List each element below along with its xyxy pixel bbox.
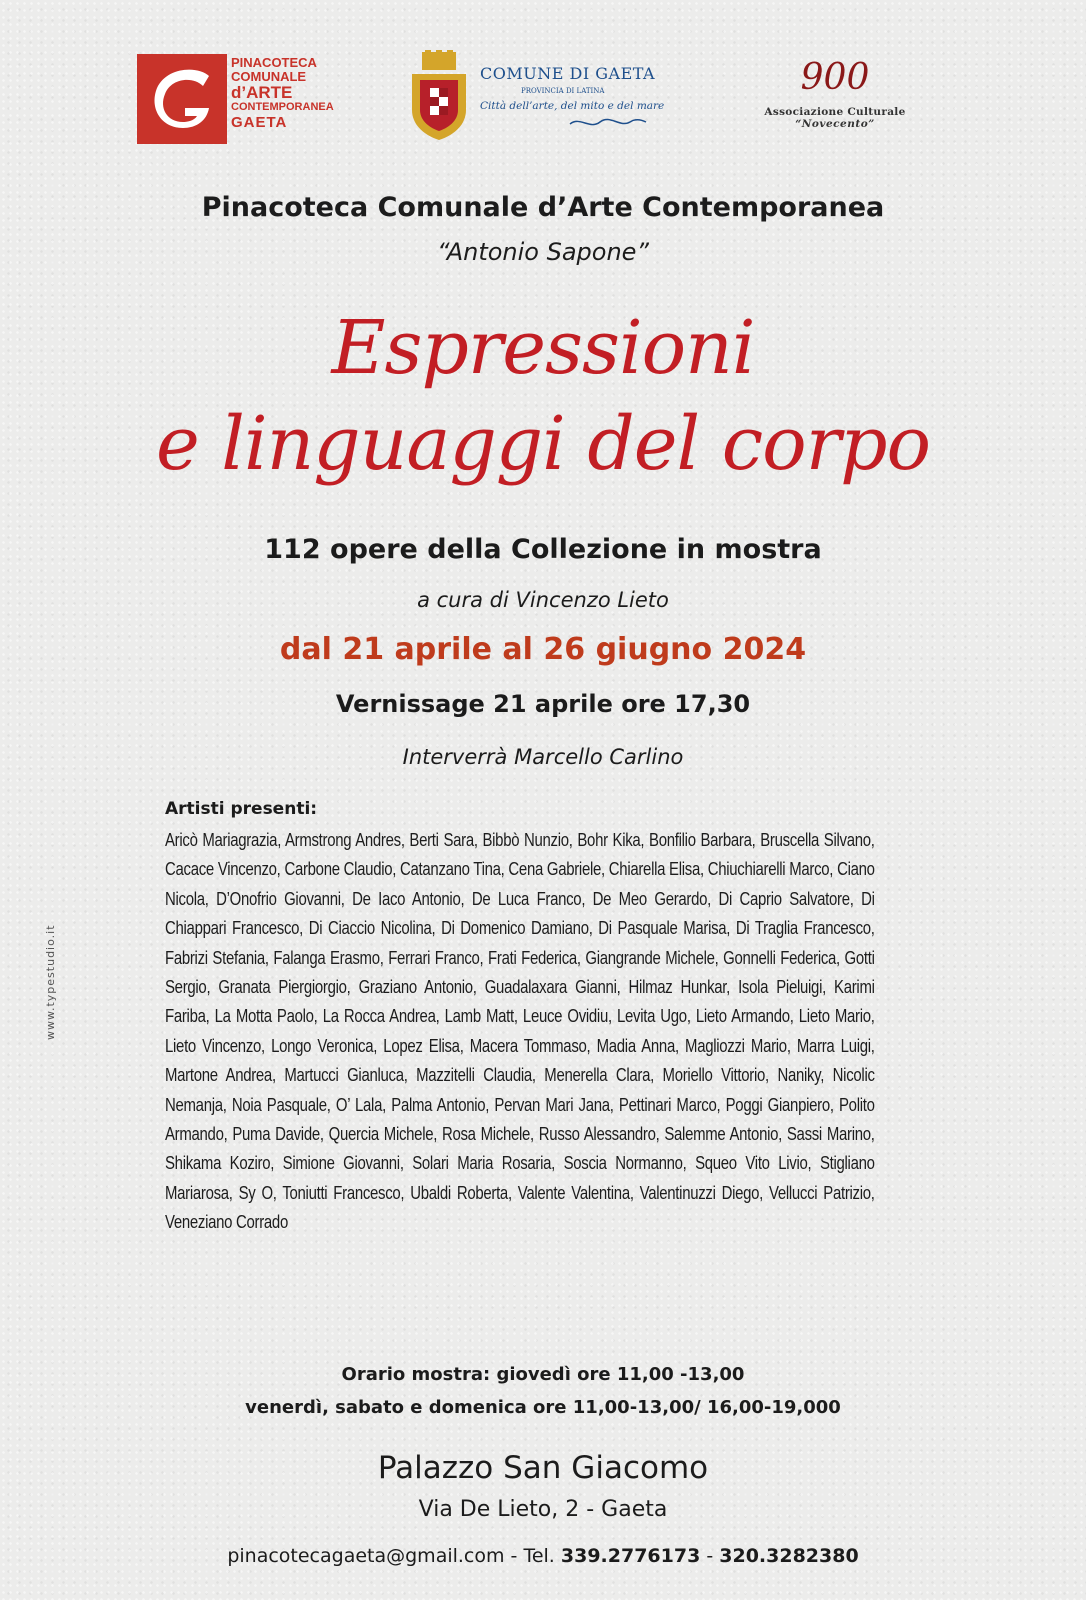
phone-2[interactable]: 320.3282380 [719, 1545, 859, 1567]
exhibition-dates: dal 21 aprile al 26 giugno 2024 [279, 632, 807, 667]
hours-line2: venerdì, sabato e domenica ore 11,00-13,00/ 16,00-19,000 [245, 1397, 841, 1418]
venue-subtitle: “Antonio Sapone” [437, 238, 649, 266]
pinacoteca-logo-line4: CONTEMPORANEA [231, 101, 334, 113]
designer-credit: www.typestudio.it [44, 924, 57, 1040]
novecento-logo [760, 57, 910, 150]
novecento-number: 900 [800, 57, 870, 98]
novecento-name: “Novecento” [795, 118, 875, 130]
gaeta-crest-icon [408, 50, 470, 142]
works-count: 112 opere della Collezione in mostra [264, 534, 822, 565]
vernissage: Vernissage 21 aprile ore 17,30 [335, 690, 751, 718]
contacts [0, 1545, 1086, 1567]
phone-1[interactable]: 339.2776173 [560, 1545, 701, 1567]
phone-separator: - [700, 1545, 720, 1567]
artists-list: Aricò Mariagrazia, Armstrong Andres, Berti Sara, Bibbò Nunzio, Bohr Kika, Bonfilio Barbara, Bruscella Silvano, Cacace Vincenzo, Carbone Claudio, Catanzano Tina, Cena Gabriele, Chiarella Elisa, Chiuchiarelli Marco, Ciano Nicola, D’Onofrio Giovanni, De Iaco Antonio, De Luca Franco, De Meo Gerardo, Di Caprio Salvatore, Di Chiappari Francesco, Di Ciaccio Nicolina, Di Domenico Damiano, Di Pasquale Marisa, Di Traglia Francesco, Fabrizi Stefania, Falanga Erasmo, Ferrari Franco, Frati Federica, Giangrande Michele, Gonnelli Federica, Gotti Sergio, Granata Piergiorgio, Graziano Antonio, Guadalaxara Gianni, Hilmaz Hunkar, Isola Pieluigi, Karimi Fariba, La Motta Paolo, La Rocca Andrea, Lamb Matt, Leuce Ovidiu, Levita Ugo, Lieto Armando, Lieto Mario, Lieto Vincenzo, Longo Veronica, Lopez Elisa, Macera Tommaso, Madia Anna, Magliozzi Mario, Marra Luigi, Martone Andrea, Martucci Gianluca, Mazzitelli Claudia, Menerella Clara, Moriello Vittorio, Naniky, Nicolic Nemanja, Noia Pasquale, O’ Lala, Palma Antonio, Pervan Mari Jana, Pettinari Marco, Poggi Gianpiero, Polito Armando, Puma Davide, Quercia Michele, Rosa Michele, Russo Alessandro, Salemme Antonio, Sassi Marino, Shikama Koziro, Simione Giovanni, Solari Maria Rosaria, Soscia Normanno, Squeo Vito Livio, Stigliano Mariarosa, Sy O, Toniutti Francesco, Ubaldi Roberta, Valente Valentina, Valentinuzzi Diego, Vellucci Patrizio, Veneziano Corrado [165, 830, 875, 1233]
comune-province: PROVINCIA DI LATINA [521, 87, 605, 95]
exhibition-title-line1: Espressioni [331, 305, 755, 391]
comune-name: COMUNE DI GAETA [480, 64, 656, 83]
pinacoteca-logo-line5: GAETA [231, 114, 288, 131]
novecento-association: Associazione Culturale [764, 106, 906, 118]
tel-label: - Tel. [504, 1545, 561, 1567]
comune-logo [408, 50, 688, 145]
pinacoteca-logo [137, 54, 334, 144]
pinacoteca-logo-line1: PINACOTECA [231, 55, 317, 70]
hours-line1: Orario mostra: giovedì ore 11,00 -13,00 [341, 1364, 745, 1385]
wave-icon [568, 112, 648, 132]
speaker: Interverrà Marcello Carlino [402, 745, 684, 769]
artists-heading: Artisti presenti: [165, 799, 318, 819]
venue-address: Via De Lieto, 2 - Gaeta [418, 1497, 668, 1522]
pinacoteca-logo-line2: COMUNALE [231, 69, 307, 84]
venue-title: Pinacoteca Comunale d’Arte Contemporanea [201, 192, 885, 223]
venue-building: Palazzo San Giacomo [377, 1450, 709, 1486]
pinacoteca-g-mark-icon [137, 54, 227, 144]
pinacoteca-logo-line3: d’ARTE [231, 83, 293, 102]
comune-motto: Città dell’arte, del mito e del mare [480, 100, 665, 112]
exhibition-title-line2: e linguaggi del corpo [155, 401, 931, 487]
email-link[interactable]: pinacotecagaeta@gmail.com [227, 1545, 505, 1567]
curator: a cura di Vincenzo Lieto [417, 588, 669, 612]
